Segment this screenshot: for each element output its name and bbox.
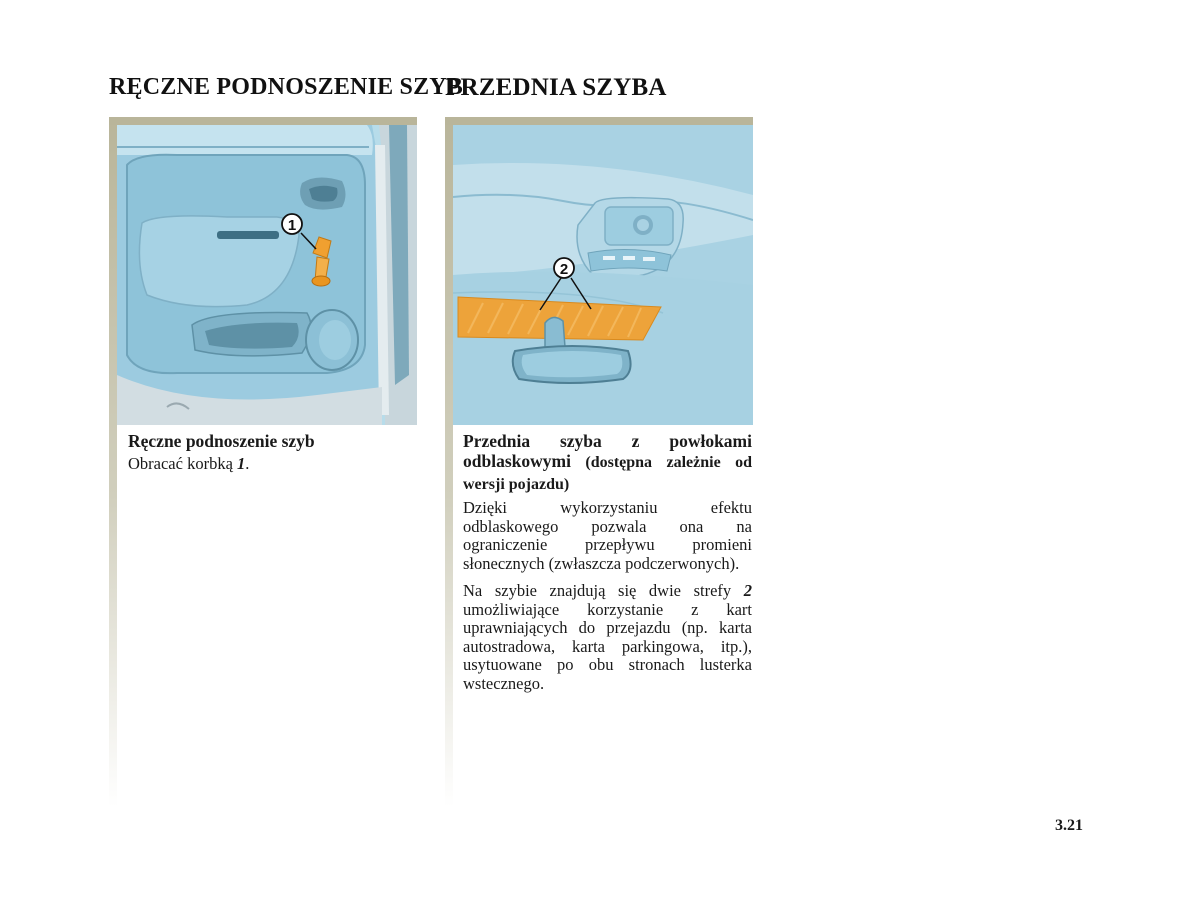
heading-sub: (dostępna zależnie od wersji pojazdu) xyxy=(463,454,752,493)
door-crank-illustration xyxy=(117,125,417,425)
windscreen-para-2 xyxy=(463,582,752,693)
heading-main: Przednia szyba z powłokami odblaskowymi xyxy=(463,431,752,471)
page-number: 3.21 xyxy=(1055,817,1083,834)
para2-suffix: umożliwiające korzystanie z kart uprawniających do przejazdu (np. karta autostradowa, karta parkingowa, itp.), usytuowane po obu stronach lusterka wstecznego. xyxy=(463,599,752,693)
right-text-block xyxy=(463,431,752,693)
left-top-bar xyxy=(109,117,417,125)
para2-text: Na szybie znajdują się dwie strefy xyxy=(463,581,744,600)
section-title-windscreen: PRZEDNIA SZYBA xyxy=(445,74,667,101)
para2-ref-2: 2 xyxy=(743,581,752,600)
windscreen-para-1: Dzięki wykorzystaniu efektu odblaskowego pozwala ona na ograniczenie przepływu promieni słonecznych (zwłaszcza podczerwonych). xyxy=(463,498,752,573)
right-top-bar xyxy=(445,117,753,125)
left-column-bar xyxy=(109,117,117,807)
manual-windows-instruction xyxy=(128,455,428,474)
callout-1-label: 1 xyxy=(287,217,297,234)
instruction-text: Obracać korbką xyxy=(128,454,238,473)
instruction-ref-1: 1 xyxy=(237,454,246,473)
windscreen-illustration xyxy=(453,125,753,425)
heading-manual-windows: Ręczne podnoszenie szyb xyxy=(128,431,315,451)
heading-windscreen-coating xyxy=(463,431,752,495)
instruction-suffix: . xyxy=(245,454,250,473)
left-text-block xyxy=(128,431,428,474)
callout-2-label: 2 xyxy=(559,261,569,278)
section-title-manual-windows: RĘCZNE PODNOSZENIE SZYB xyxy=(109,74,464,100)
right-column-bar xyxy=(445,117,453,807)
